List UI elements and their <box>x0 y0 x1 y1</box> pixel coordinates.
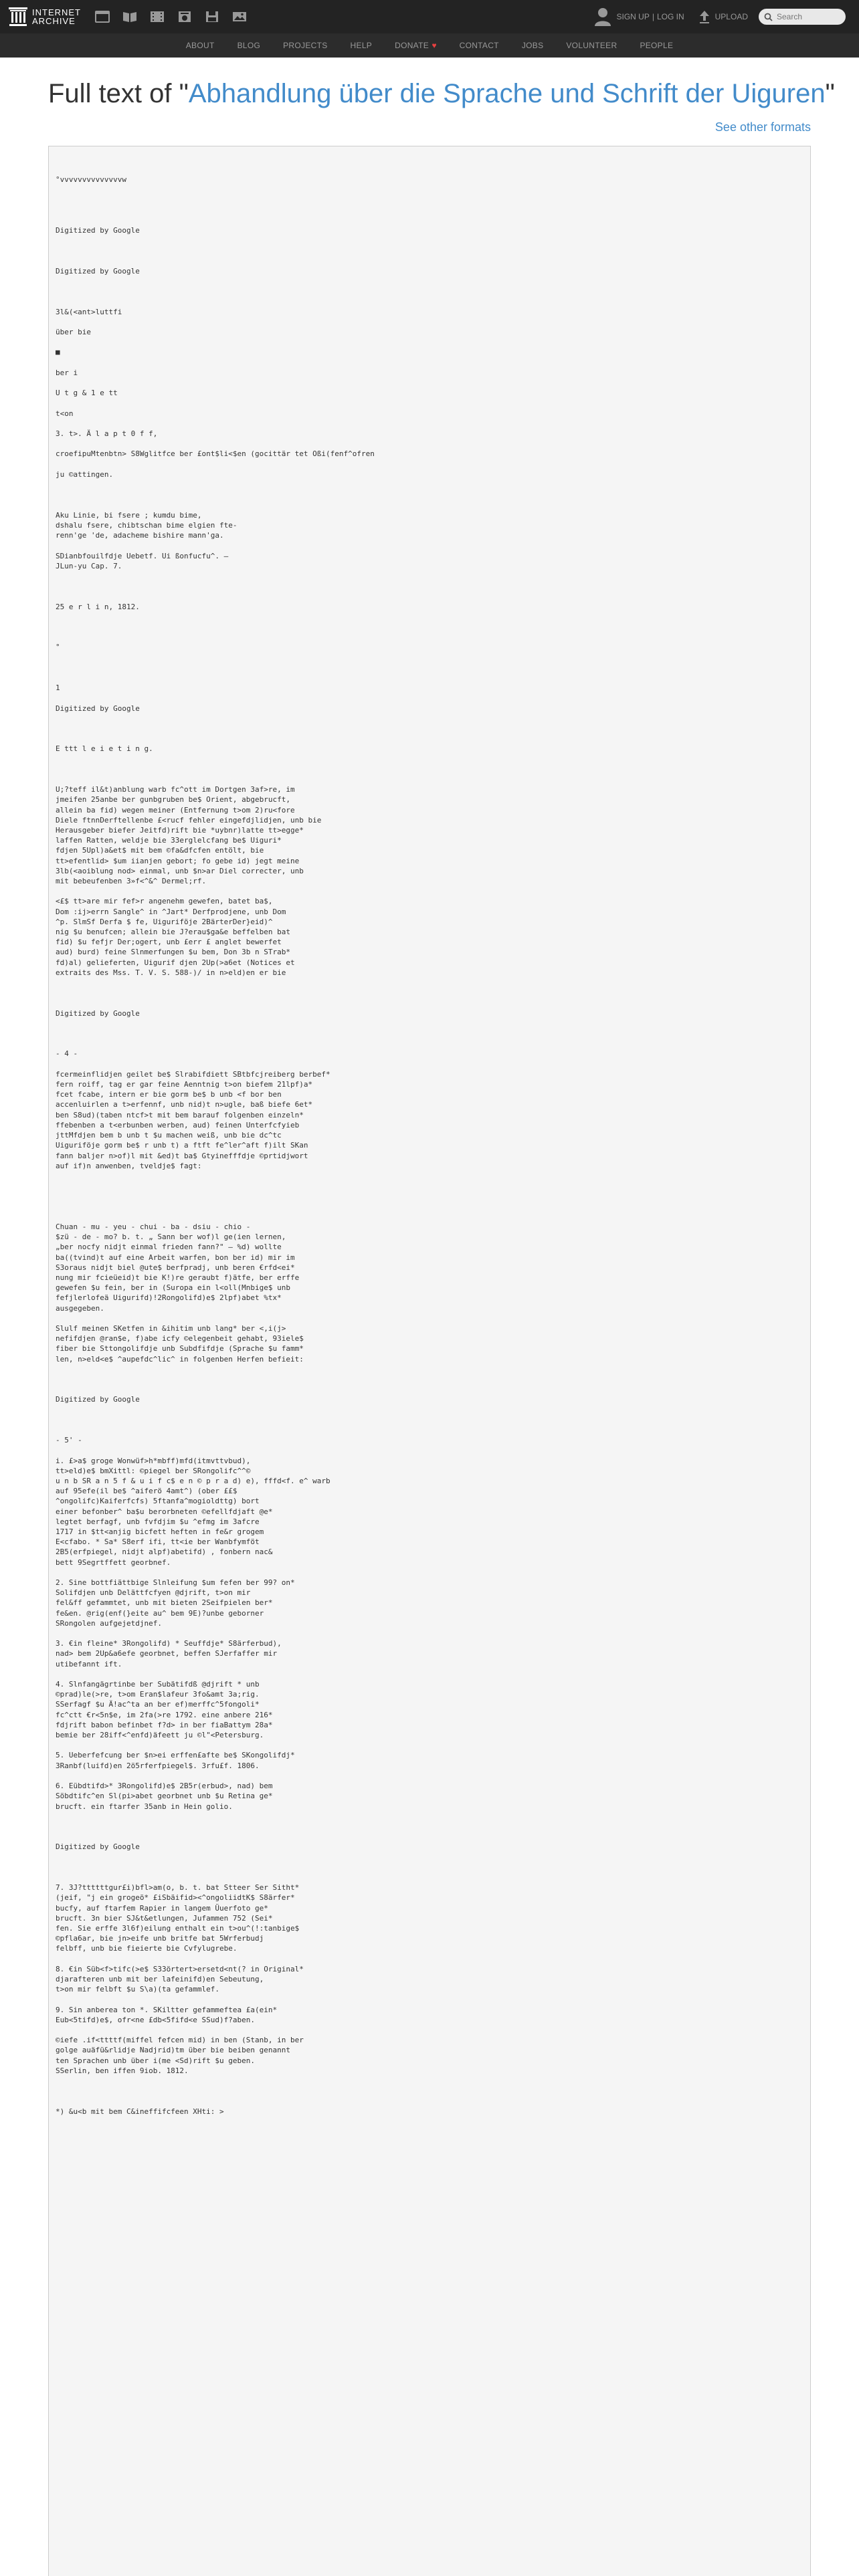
logo-text-line-1: INTERNET <box>32 7 81 17</box>
full-text-container <box>48 146 811 2576</box>
video-icon[interactable] <box>148 8 167 25</box>
user-avatar-icon[interactable] <box>593 7 612 27</box>
archive-temple-icon <box>8 6 28 27</box>
auth-separator: | <box>652 12 654 21</box>
software-icon[interactable] <box>203 8 221 25</box>
nav-contact[interactable]: CONTACT <box>459 41 499 50</box>
heart-icon: ♥ <box>432 41 437 50</box>
secondary-navigation <box>0 33 859 58</box>
title-prefix: Full text of " <box>48 79 189 108</box>
logo-text-line-2: ARCHIVE <box>32 16 76 26</box>
audio-icon[interactable] <box>175 8 194 25</box>
search-box[interactable] <box>759 9 846 25</box>
nav-donate-wrap[interactable] <box>395 39 437 51</box>
title-item-link[interactable]: Abhandlung über die Sprache und Schrift der Uiguren <box>188 79 826 108</box>
nav-blog[interactable]: BLOG <box>237 41 261 50</box>
internet-archive-logo[interactable] <box>8 6 81 27</box>
nav-about[interactable]: ABOUT <box>185 41 215 50</box>
signup-link[interactable]: SIGN UP <box>616 12 650 21</box>
title-suffix: " <box>825 79 835 108</box>
top-navigation-bar <box>0 0 859 33</box>
see-other-formats-link[interactable]: See other formats <box>714 120 811 134</box>
nav-jobs[interactable]: JOBS <box>521 41 544 50</box>
login-link[interactable]: LOG IN <box>656 12 684 21</box>
texts-icon[interactable] <box>120 8 139 25</box>
search-icon[interactable] <box>764 13 773 21</box>
page-title <box>48 76 835 111</box>
upload-icon[interactable] <box>698 9 711 24</box>
nav-projects[interactable]: PROJECTS <box>283 41 328 50</box>
nav-people[interactable]: PEOPLE <box>640 41 674 50</box>
search-input[interactable] <box>777 12 844 21</box>
nav-volunteer[interactable]: VOLUNTEER <box>566 41 617 50</box>
nav-donate[interactable]: DONATE <box>395 41 430 50</box>
web-icon[interactable] <box>93 8 112 25</box>
upload-link[interactable]: UPLOAD <box>714 12 748 21</box>
images-icon[interactable] <box>230 8 249 25</box>
full-text-content: °vvvvvvvvvvvvvvw Digitized by Google Digitized by Google 3l&(<ant>luttfi über bie ■ ber i U t g & 1 e tt t<on 3. t>. Ä l a p t 0 f f, croefipuMtenbtn> S8Wglitfce ber £ont$li<$en (gocittär tet Oßi(fenf^ofren ju ©attingen. Aku Linie, bi fsere ; kumdu bime, dshalu fsere, chibtschan bime elgien fte- renn'ge 'de, adacheme bishire mann'ga. SDianbfouilfdje Uebetf. Ui ßonfucfu^. — JLun-yu Cap. 7. 25 e r l i n, 1812. ° 1 Digitized by Google E ttt l e i e t i n g. U;?teff il&t)anblung warb fc^ott im Dortgen 3af>re, im jmeifen 25anbe ber gunbgruben be$ Orient, abgebrucft, allein ba fid) wegen meiner (Entfernung t>om 2)ru<fore Diele ftnnDerftellenbe £<rucf fehler eingefdjlidjen, unb bie Herausgeber biefer Jeitfd)rift bie *uybnr)latte tt>egge* laffen Ratten, weldje bie 33erglelcfang be$ Uiguri* fdjen 5Upl)a&et$ mit bem ©fa&dfcfen entölt, bie tt>efentlid> $um iianjen gebort; fo gebe id) jegt meine 3lb(<aoiblung nod> einmal, unb $n>ar Diel correcter, unb mit bebeufenben 3»f<^&^ Dermel;rf. <£$ tt>are mir fef>r angenehm gewefen, batet ba$, Dom :ij>errn Sangle^ in ^Jart* Derfprodjene, unb Dom ^p. SlmSf Derfa $ fe, Uiguriföje 2BärterDer}eid)^ nig $u benufcen; allein bie J?erau$ga&e beffelben bat fid) $u fefjr Der;ogert, unb £err £ anglet bewerfet aud) burd) feine Slnmerfungen $u bem, Don 3b n STrab* fd)al) gelieferten, Uigurif djen 2Up(>a6et (Notices et extraits des Mss. T. V. S. 588-)/ in n>eld)en er bie Digitized by Google - 4 - fcermeinflidjen geilet be$ Slrabifdiett SBtbfcjreiberg berbef* fern roiff, tag er gar feine Aenntnig t>on biefem 21lpf)a* fcet fcabe, intern er bie gorm be$ b unb <f bor ben accenluirlen a t>erfennf, unb nid)t n>ugle, baß biefe 6et* ben S8ud)(taben ntcf>t mit bem barauf folgenben einzeln* ffebenben a t<erbunben werben, aud) feinen Unterfcfyieb jttMfdjen bem b unb t $u machen weiß, unb bie dc^tc Uiguriföje gorm be$ r unb t) a ftft fe^ler^aft f)ilt SKan fann baljer n>of)l mit &ed)t ba$ Gtyinefffdje ©prtidjwort auf if)n anwenben, tveldje$ fagt: Chuan - mu - yeu - chui - ba - dsiu - chio - $zü - de - mo? b. t. „ Sann ber wof)l ge(ien lernen, „ber nocfy nidjt einmal frieden fann?" — %d) wollte ba((tvind)t auf eine Arbeit warfen, bon ber id) mir im S3oraus nidjt biel @ute$ berfpradj, unb beren €rfd<ei* nung mir fcieüeid)t bie K!)re geraubt f)ätfe, ber erffe gewefen $u fein, ber in (Suropa ein l<oll(Mnbige$ unb fefjlerlofeä Uigurifd)!2Rongolifd)e$ 2lpf)abet %tx* ausgegeben. Slulf meinen SKetfen in &ihitim unb lang* ber <,i(j> nefifdjen @ran$e, f)abe icfy ©elegenbeit gehabt, 93iele$ fiber bie Sttongolifdje unb Subdfifdje (Sprache $u famm* len, n>eld<e$ ^aupefdc^lic^ in folgenben Herfen befieit: Digitized by Google - 5' - i. £>a$ groge Wonwüf>h*mbff)mfd(itmvttvbud), tt>eld)e$ bmXittl: ©piegel ber SRongolifc^^© u n b SR a n 5 f & u i f c$ e n © p r a d) e), fffd<f. e^ warb auf 95efe(il be$ ^aiferö 4amt^) (ober ££$ ^ongolifc)Kaiferfcfs) 5ftanfa^mogioldttg) bort einer befonber^ ba$u berorbneten ©efellfdjaft @e* legtet berfagf, unb fvfdjim $u ^efmg im 3afcre 1717 in $tt<anjig bicfett heften in fe&r grogem E<cfabo. * Sa* S8erf ifi, tt<ie ber Wanbfymföt 2B5(erfpiegel, nidjt alpf)abetifd) , fonbern nac& bett 9Segrtffett georbnef. 2. Sine bottfiättbige Slnleifung $um fefen ber 99? on* Solifdjen unb Delättfcfyen @djrift, t>on mir fel&ff gefammtet, unb mit bieten 2Seifpielen ber* fe&en. @rig(enf(}eite au^ bem 9E)?unbe geborner SRongolen aufgejetdjnef. 3. €in fleine* 3Rongolifd) * Seuffdje* S8ärferbud), nad> bem 2Up&a6efe georbnet, beffen SJerfaffer mir utibefannt ift. 4. Slnfangägrtinbe ber Subätifdß @djrift * unb ©prad)le(>re, t>om Eran$lafeur 3fo&amt 3a;rig. SSerfagf $u Ä!ac^ta an ber ef)merffc^5fongoli* fc^ctt €r<5n$e, im 2fa(>re 1792. eine anbere 216* fdjrift babon befinbet f?d> in ber fiaBattym 28a* bemie ber 28iff<^enfd)äfeett ju ©l"<Petersburg. 5. Ueberfefcung ber $n>ei erffen£afte be$ SKongolifdj* 3Ranbf(luifd)en 2ö5rferfpiegel$. 3rfu£f. 1806. 6. Eübdtifd>* 3Rongolifd)e$ 2B5r(erbud>, nad) bem Söbdtifc^en Sl(pi>abet georbnet unb $u Retina ge* brucft. ein ftarfer 35anb in Hein golio. Digitized by Google 7. 3J?ttttttgur£i)bfl>am(o, b. t. bat Stteer Ser Sitht* (jeif, "j ein grogeö* £iSbäifid><^ongoliidtK$ S8ärfer* bucfy, auf ftarfem Rapier in langem Üuerfoto ge* brucft. 3n bier SJ&t&etlungen, Jufammen 752 (Sei* fen. Sie erffe 3l6f)eilung enthalt ein t>ou^(!:tanbige$ ©pfla6ar, bie jn>eife unb britfe bat 5Wrferbudj felbff, unb bie fieierte bie Cvfylugrebe. 8. €in Süb<f>tifc(>e$ S33örtert>ersetd<nt(? in Original* djarafteren unb mit ber lafeinifd)en Sebeutung, t>on mir felbft $u S\a)(ta gefammlef. 9. Sin anberea ton *. SKiltter gefammeftea £a(ein* Eub<5tifd)e$, ofr<ne £db<5fifd<e SSud)f?aben. ©iefe .if<ttttf(miffel fefcen mid) in ben (Stanb, in ber golge auäfü&rlidje Nadjrid)tm über bie beiben genannt ten Sprachen unb über i(me <Sd)rift $u geben. SSerlin, ben iffen 9iob. 1812. *) &u<b mit bem C&ineffifcfeen XHti: > <box>56 175 375 2116</box>
nav-help[interactable]: HELP <box>350 41 373 50</box>
